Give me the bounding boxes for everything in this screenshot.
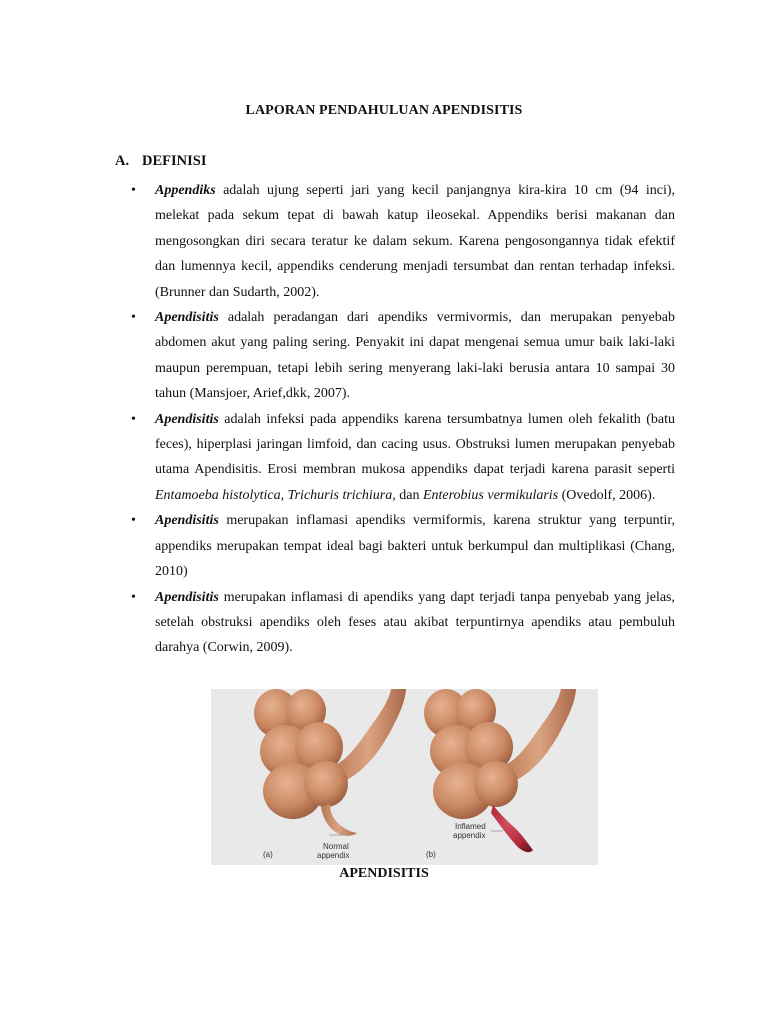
list-item (130, 407, 675, 509)
bullet-text-tail: (Ovedolf, 2006). (558, 487, 656, 503)
bullet-term: Apendisitis (155, 411, 219, 427)
bullet-term: Apendisitis (155, 513, 219, 529)
bullet-icon: • (131, 513, 136, 529)
appendix-figure (211, 689, 598, 865)
bullet-italic-species: Entamoeba histolytica, Trichuris trichiura, (155, 487, 396, 503)
bullet-text: merupakan inflamasi apendiks vermiformis, karena struktur yang terpuntir, appendiks merupakan tempat ideal bagi bakteri untuk berkumpul dan multiplikasi (Chang, 2010) (155, 513, 675, 580)
normal-appendix-label: Normal (323, 842, 349, 851)
bullet-icon: • (131, 310, 136, 326)
bullet-text-mid: dan (395, 487, 423, 503)
list-item (130, 585, 675, 661)
definition-list (130, 178, 675, 661)
section-heading (115, 153, 206, 170)
figure-caption: APENDISITIS (339, 866, 429, 881)
bullet-icon: • (131, 589, 136, 605)
list-item (130, 305, 675, 407)
appendix-illustration (211, 689, 598, 865)
bullet-icon: • (131, 183, 136, 198)
panel-a (254, 689, 406, 860)
bullet-text: adalah peradangan dari apendiks vermivormis, dan merupakan penyebab abdomen akut yang paling sering. Penyakit ini dapat mengenai semua umur baik laki-laki maupun perempuan, tetapi lebih sering menyerang laki-laki berusia antara 10 sampai 30 tahun (Mansjoer, Arief,dkk, 2007). (155, 310, 675, 402)
bullet-icon: • (131, 411, 136, 427)
section-number: A. (115, 153, 130, 169)
section-title: DEFINISI (142, 153, 207, 169)
bullet-term: Apendisitis (155, 310, 219, 326)
bullet-text: adalah ujung seperti jari yang kecil panjangnya kira-kira 10 cm (94 inci), melekat pada sekum tepat di bawah katup ileosekal. Appendiks berisi makanan dan mengosongkan diri secara teratur ke dalam sekum. Karena pengosongannya tidak efektif dan lumennya kecil, appendiks cenderung menjadi tersumbat dan rentan terhadap infeksi. (Brunner dan Sudarth, 2002). (155, 183, 675, 300)
bullet-text: adalah infeksi pada appendiks karena tersumbatnya lumen oleh fekalith (batu feces), hiperplasi jaringan limfoid, dan cacing usus. Obstruksi lumen merupakan penyebab utama Apendisitis. Erosi membran mukosa appendiks dapat terjadi karena parasit seperti (155, 411, 675, 478)
bullet-text: merupakan inflamasi di apendiks yang dapt terjadi tanpa penyebab yang jelas, setelah obstruksi apendiks oleh feses atau akibat terpuntirnya apendiks atau pembuluh darahya (Corwin, 2009). (155, 589, 675, 656)
document-title: LAPORAN PENDAHULUAN APENDISITIS (245, 103, 523, 118)
bullet-term: Apendisitis (155, 589, 219, 605)
panel-b-letter: (b) (426, 850, 436, 859)
normal-appendix-label-2: appendix (317, 851, 350, 860)
bullet-italic-species: Enterobius vermikularis (422, 487, 559, 503)
bullet-term: Appendiks (155, 183, 216, 198)
panel-b (424, 689, 576, 859)
inflamed-appendix-label-2: appendix (453, 831, 486, 840)
list-item (130, 508, 675, 584)
inflamed-appendix-label: Inflamed (455, 822, 486, 831)
panel-a-letter: (a) (263, 850, 273, 859)
list-item (130, 178, 675, 305)
